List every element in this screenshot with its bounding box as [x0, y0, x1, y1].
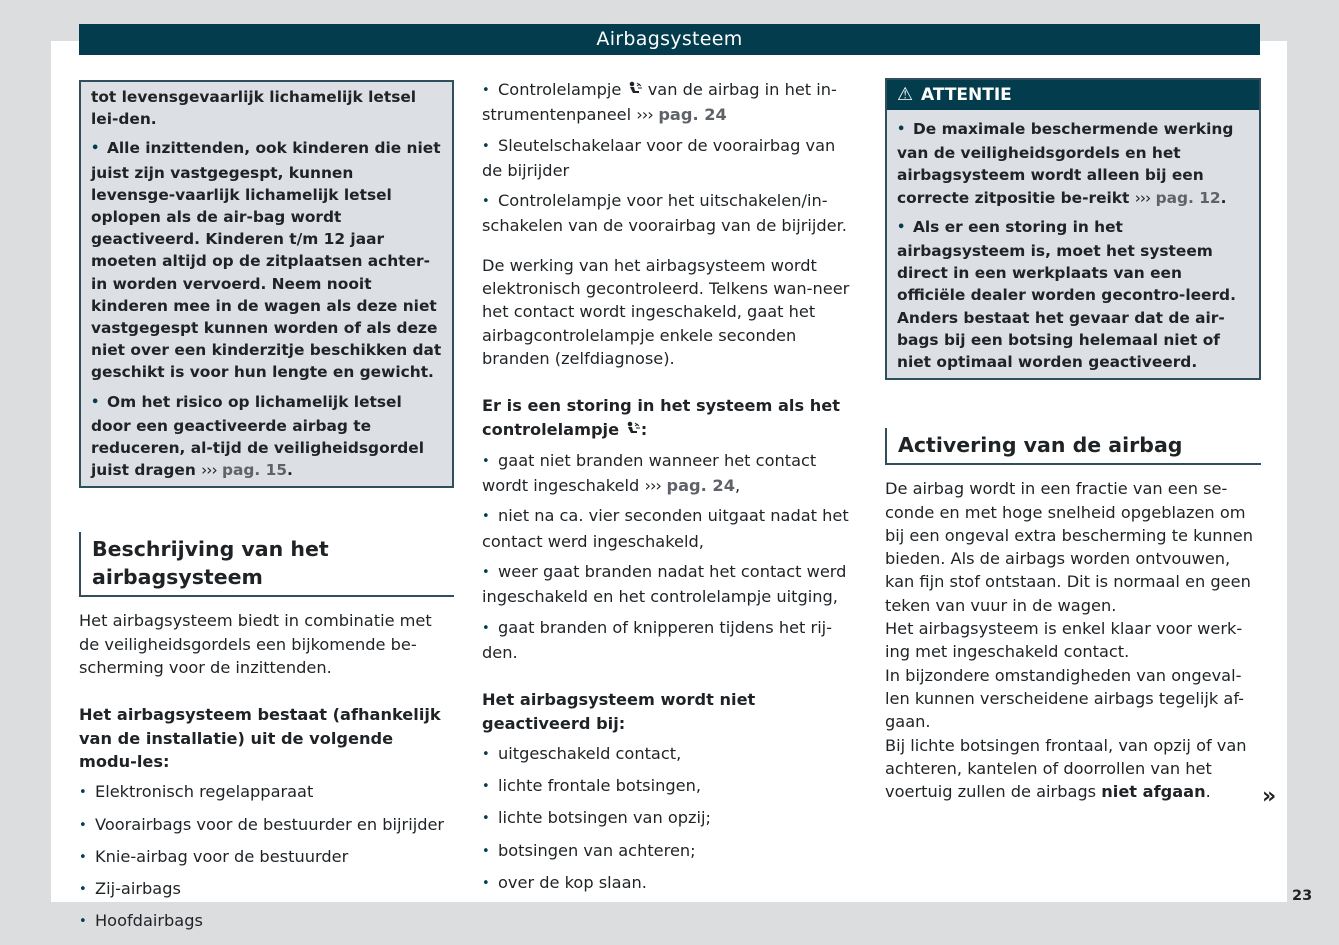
- intro-paragraph: Het airbagsysteem biedt in combinatie met de veiligheidsgordels een bijkomende be-scherming voor de inzittenden.: [79, 611, 432, 678]
- modules-heading: Het airbagsysteem bestaat (afhankelijk van de installatie) uit de volgende modu-les:: [79, 705, 441, 771]
- bullet-icon: •: [482, 509, 490, 525]
- bullet-icon: •: [91, 394, 100, 410]
- bullet-icon: •: [482, 876, 490, 892]
- reference-arrows-icon: ›››: [636, 105, 653, 125]
- bullet-icon: •: [482, 194, 490, 210]
- paragraph: De airbag wordt in een fractie van een se-conde en met hoge snelheid opgeblazen om bij een ongeval extra bescherming te kunnen bieden. Als de airbags worden ontvouwen, kan fijn stof ontstaan. Dit is normaal en geen teken van vuur in de wagen.: [885, 479, 1254, 615]
- paragraph: Het airbagsysteem is enkel klaar voor werk-ing met ingeschakeld contact.: [885, 619, 1243, 662]
- warning-triangle-icon: ⚠: [897, 84, 914, 105]
- page-reference-link[interactable]: ››› pag. 24: [636, 105, 727, 125]
- list-item: • botsingen van achteren;: [482, 839, 857, 864]
- chapter-header: Airbagsysteem: [79, 24, 1260, 55]
- page-reference-link[interactable]: ››› pag. 12: [1134, 188, 1221, 207]
- reference-arrows-icon: ›››: [1134, 188, 1151, 207]
- column-middle: [482, 78, 857, 896]
- attention-item: • Als er een storing in het airbagsysteem is, moet het systeem direct in een werkplaats van een officiële dealer worden gecontro-leerd. Anders bestaat het gevaar dat de air-bags bij een botsing helemaal niet of niet optimaal worden geactiveerd.: [897, 217, 1236, 372]
- bullet-icon: •: [482, 620, 490, 636]
- modules-list: [79, 780, 454, 934]
- column-right: [885, 78, 1261, 803]
- bullet-icon: •: [91, 141, 100, 157]
- bullet-icon: •: [482, 565, 490, 581]
- warning-item: • Alle inzittenden, ook kinderen die niet juist zijn vastgegespt, kunnen levensge-vaarlijk lichamelijk letsel oplopen als de air-bag wordt geactiveerd. Kinderen t/m 12 jaar moeten altijd op de zitplaatsen achter-in worden vervoerd. Neem nooit kinderen mee in de wagen als deze niet vastgegespt kunnen worden of als deze niet over een kinderzitje beschikken dat geschikt is voor hun lengte en gewicht.: [91, 139, 442, 382]
- attention-header: ⚠ ATTENTIE: [887, 80, 1259, 110]
- list-item: • gaat branden of knipperen tijdens het rij-den.: [482, 617, 833, 662]
- bullet-icon: •: [482, 811, 490, 827]
- not-activated-list: [482, 742, 857, 896]
- bullet-icon: •: [482, 453, 490, 469]
- attention-box: [885, 78, 1261, 380]
- storing-heading: Er is een storing in het systeem als het controlelampje :: [482, 396, 840, 439]
- page-reference-link[interactable]: ››› pag. 15: [201, 461, 288, 480]
- bullet-icon: •: [482, 746, 490, 762]
- list-item: • over de kop slaan.: [482, 871, 857, 896]
- section-title-activering: Activering van de airbag: [885, 428, 1261, 465]
- list-item: • lichte botsingen van opzij;: [482, 806, 857, 831]
- paragraph: In bijzondere omstandigheden van ongeval-len kunnen verscheidene airbags tegelijk af-gaan.: [885, 665, 1244, 732]
- bullet-icon: •: [79, 914, 87, 930]
- bullet-icon: •: [79, 785, 87, 801]
- warning-continuation: tot levensgevaarlijk lichamelijk letsel lei-den.: [91, 88, 417, 129]
- reference-arrows-icon: ›››: [201, 461, 217, 480]
- bullet-icon: •: [79, 849, 87, 865]
- bullet-icon: •: [79, 817, 87, 833]
- bullet-icon: •: [482, 138, 490, 154]
- list-item: • weer gaat branden nadat het contact werd ingeschakeld en het controlelampje uitging,: [482, 562, 847, 607]
- list-item: • lichte frontale botsingen,: [482, 774, 857, 799]
- warning-item: • Om het risico op lichamelijk letsel door een geactiveerde airbag te reduceren, al-tijd de veiligheidsgordel juist dragen ››› pag. 15.: [91, 392, 424, 480]
- section-title-beschrijving: Beschrijving van het airbagsysteem: [79, 532, 454, 597]
- list-item: • Elektronisch regelapparaat: [79, 780, 454, 805]
- list-item: • Voorairbags voor de bestuurder en bijrijder: [79, 813, 454, 838]
- list-item: • Controlelampje voor het uitschakelen/in-schakelen van de voorairbag van de bijrijder.: [482, 191, 847, 236]
- list-item: • Zij-airbags: [79, 877, 454, 902]
- paragraph: Bij lichte botsingen frontaal, van opzij of van achteren, kantelen of doorrollen van het voertuig zullen de airbags niet afgaan.: [885, 735, 1247, 802]
- continue-next-page-icon: »: [1262, 784, 1277, 809]
- bullet-icon: •: [482, 779, 490, 795]
- list-item: • niet na ca. vier seconden uitgaat nadat het contact werd ingeschakeld,: [482, 506, 849, 551]
- list-item: • gaat niet branden wanneer het contact wordt ingeschakeld ››› pag. 24,: [482, 450, 817, 496]
- airbag-warning-light-icon: [627, 81, 643, 97]
- list-item: • Knie-airbag voor de bestuurder: [79, 845, 454, 870]
- bullet-icon: •: [79, 882, 87, 898]
- page-reference-link[interactable]: ››› pag. 24: [644, 476, 735, 496]
- column-left: [79, 80, 454, 935]
- bullet-icon: •: [897, 122, 906, 137]
- page-number: 23: [1292, 888, 1313, 904]
- airbag-warning-light-icon: [625, 421, 641, 437]
- bullet-icon: •: [482, 83, 490, 98]
- list-item: • Hoofdairbags: [79, 909, 454, 934]
- list-item: • Controlelampje van de airbag in het in-strumentenpaneel ››› pag. 24: [482, 80, 837, 125]
- werking-paragraph: De werking van het airbagsysteem wordt elektronisch gecontroleerd. Telkens wan-neer het contact wordt ingeschakeld, gaat het airbagcontrolelampje enkele seconden branden (zelfdiagnose).: [482, 255, 850, 368]
- list-item: • uitgeschakeld contact,: [482, 742, 857, 767]
- storing-list: [482, 449, 857, 664]
- reference-arrows-icon: ›››: [644, 476, 661, 496]
- warning-box-continued: [79, 80, 454, 488]
- modules-list-continued: [482, 78, 857, 238]
- list-item: • Sleutelschakelaar voor de voorairbag van de bijrijder: [482, 135, 836, 180]
- attention-item: • De maximale beschermende werking van de veiligheidsgordels en het airbagsysteem wordt alleen bij een correcte zitpositie be-reikt ››› pag. 12.: [897, 120, 1234, 207]
- bullet-icon: •: [897, 219, 906, 235]
- bullet-icon: •: [482, 843, 490, 859]
- not-activated-heading: Het airbagsysteem wordt niet geactiveerd bij:: [482, 690, 756, 733]
